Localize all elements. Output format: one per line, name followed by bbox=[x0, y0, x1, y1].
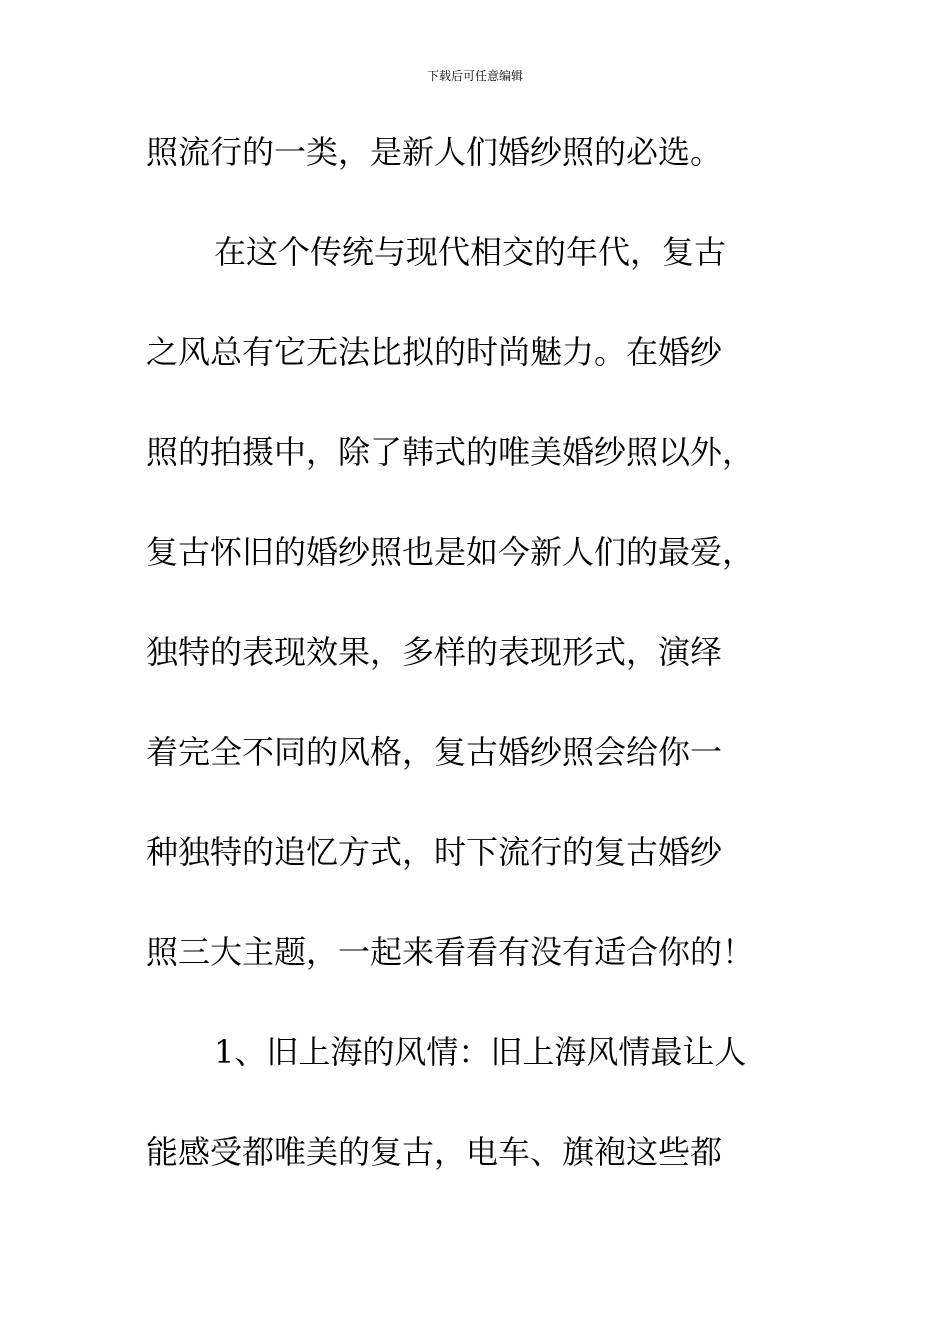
text-line-5: 复古怀旧的婚纱照也是如今新人们的最爱， bbox=[146, 533, 755, 571]
text-line-9: 照三大主题，一起来看看有没有适合你的！ bbox=[146, 933, 755, 971]
text-line-3: 之风总有它无法比拟的时尚魅力。在婚纱 bbox=[146, 333, 723, 371]
text-line-2: 在这个传统与现代相交的年代，复古 bbox=[214, 233, 727, 271]
text-line-7: 着完全不同的风格，复古婚纱照会给你一 bbox=[146, 733, 723, 771]
text-line-1: 照流行的一类，是新人们婚纱照的必选。 bbox=[146, 133, 723, 171]
text-line-4: 照的拍摄中，除了韩式的唯美婚纱照以外， bbox=[146, 433, 755, 471]
text-line-11: 能感受都唯美的复古，电车、旗袍这些都 bbox=[146, 1133, 723, 1171]
page-header-note: 下载后可任意编辑 bbox=[426, 69, 523, 83]
text-line-10: 1、旧上海的风情：旧上海风情最让人 bbox=[214, 1033, 747, 1071]
text-line-6: 独特的表现效果，多样的表现形式，演绎 bbox=[146, 633, 723, 671]
text-line-8: 种独特的追忆方式，时下流行的复古婚纱 bbox=[146, 833, 723, 871]
